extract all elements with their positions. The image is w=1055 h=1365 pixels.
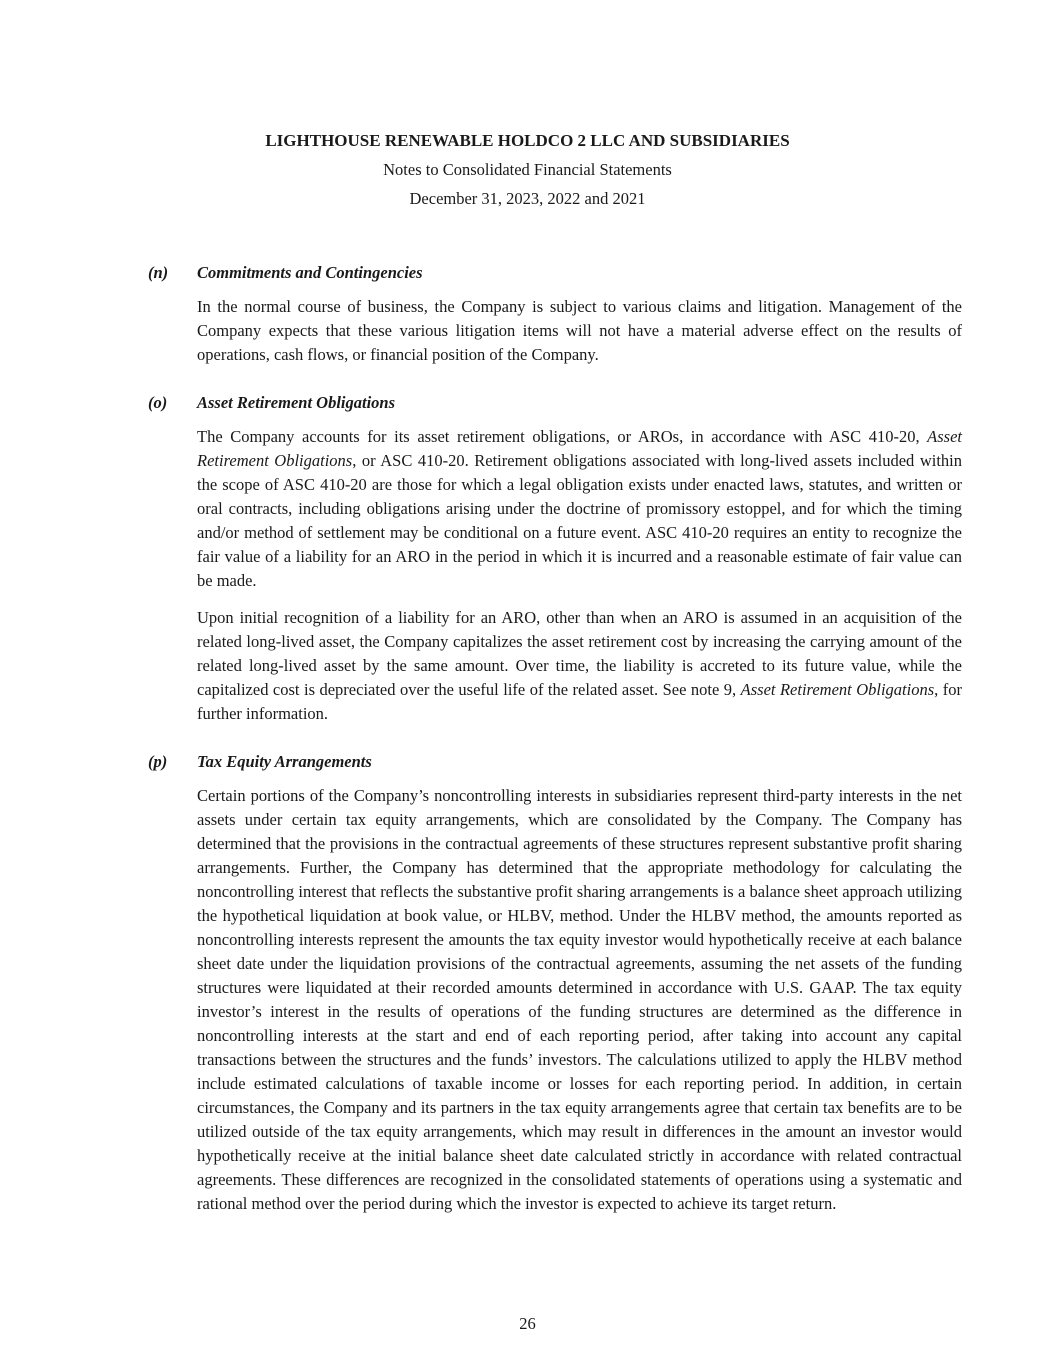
text-segment: , or ASC 410-20. Retirement obligations associated with long-lived assets included within the scope of ASC 410-20 are those for which a legal obligation exists under enacted laws, statutes, and written or oral contracts, including obligations arising under the doctrine of promissory estoppel, and for which the timing and/or method of settlement may be conditional on a future event. ASC 410-20 requires an entity to recognize the fair value of a liability for an ARO in the period in which it is incurred and a reasonable estimate of fair value can be made.	[197, 451, 962, 590]
document-header	[0, 126, 1055, 213]
italic-text-segment: Asset Retirement Obligations	[197, 427, 962, 470]
text-segment: Certain portions of the Company’s noncontrolling interests in subsidiaries represent third-party interests in the net assets under certain tax equity arrangements, which are consolidated by the Company. The Company has determined that the provisions in the contractual agreements of these structures represent substantive profit sharing arrangements. Further, the Company has determined that the appropriate methodology for calculating the noncontrolling interest that reflects the substantive profit sharing arrangements is a balance sheet approach utilizing the hypothetical liquidation at book value, or HLBV, method. Under the HLBV method, the amounts reported as noncontrolling interests represent the amounts the tax equity investor would hypothetically receive at each balance sheet date under the liquidation provisions of the contractual agreements, assuming the net assets of the funding structures were liquidated at their recorded amounts determined in accordance with U.S. GAAP. The tax equity investor’s interest in the results of operations of the funding structures are determined as the difference in noncontrolling interests at the start and end of each reporting period, after taking into account any capital transactions between the structures and the funds’ investors. The calculations utilized to apply the HLBV method include estimated calculations of taxable income or losses for each reporting period. In addition, in certain circumstances, the Company and its partners in the tax equity arrangements agree that certain tax benefits are to be utilized outside of the tax equity arrangements, which may result in differences in the amount an investor would hypothetically receive at the initial balance sheet date calculated strictly in accordance with related contractual agreements. These differences are recognized in the consolidated statements of operations using a systematic and rational method over the period during which the investor is expected to achieve its target return.	[197, 786, 962, 1213]
section-title: Tax Equity Arrangements	[197, 752, 372, 771]
section-label: (o)	[148, 393, 168, 412]
paragraph	[197, 295, 962, 367]
doc-subtitle: Notes to Consolidated Financial Statements	[383, 160, 672, 179]
section-asset-retirement-obligations	[0, 391, 1055, 726]
section-heading	[148, 750, 962, 774]
italic-text-segment: Asset Retirement Obligations	[740, 680, 935, 699]
paragraph	[197, 425, 962, 593]
text-segment: In the normal course of business, the Company is subject to various claims and litigation. Management of the Company expects that these various litigation items will not have a material adverse effect on the results of operations, cash flows, or financial position of the Company.	[197, 297, 962, 364]
section-title: Commitments and Contingencies	[197, 263, 423, 282]
section-heading	[148, 391, 962, 415]
text-segment: Upon initial recognition of a liability for an ARO, other than when an ARO is assumed in an acquisition of the related long-lived asset, the Company capitalizes the asset retirement cost by increasing the carrying amount of the related long-lived asset by the same amount. Over time, the liability is accreted to its future value, while the capitalized cost is depreciated over the useful life of the related asset. See note 9,	[197, 608, 962, 699]
section-commitments-and-contingencies	[0, 261, 1055, 367]
section-tax-equity-arrangements	[0, 750, 1055, 1216]
paragraph	[197, 606, 962, 726]
company-title: LIGHTHOUSE RENEWABLE HOLDCO 2 LLC AND SUBSIDIARIES	[265, 131, 790, 150]
section-title: Asset Retirement Obligations	[197, 393, 396, 412]
paragraph	[197, 784, 962, 1216]
section-heading	[148, 261, 962, 285]
section-label: (p)	[148, 752, 168, 771]
doc-dateline: December 31, 2023, 2022 and 2021	[409, 189, 646, 208]
section-label: (n)	[148, 263, 169, 282]
page-number: 26	[519, 1314, 536, 1333]
text-segment: , for further information.	[197, 680, 963, 723]
text-segment: The Company accounts for its asset retirement obligations, or AROs, in accordance with ASC 410-20,	[197, 427, 928, 446]
